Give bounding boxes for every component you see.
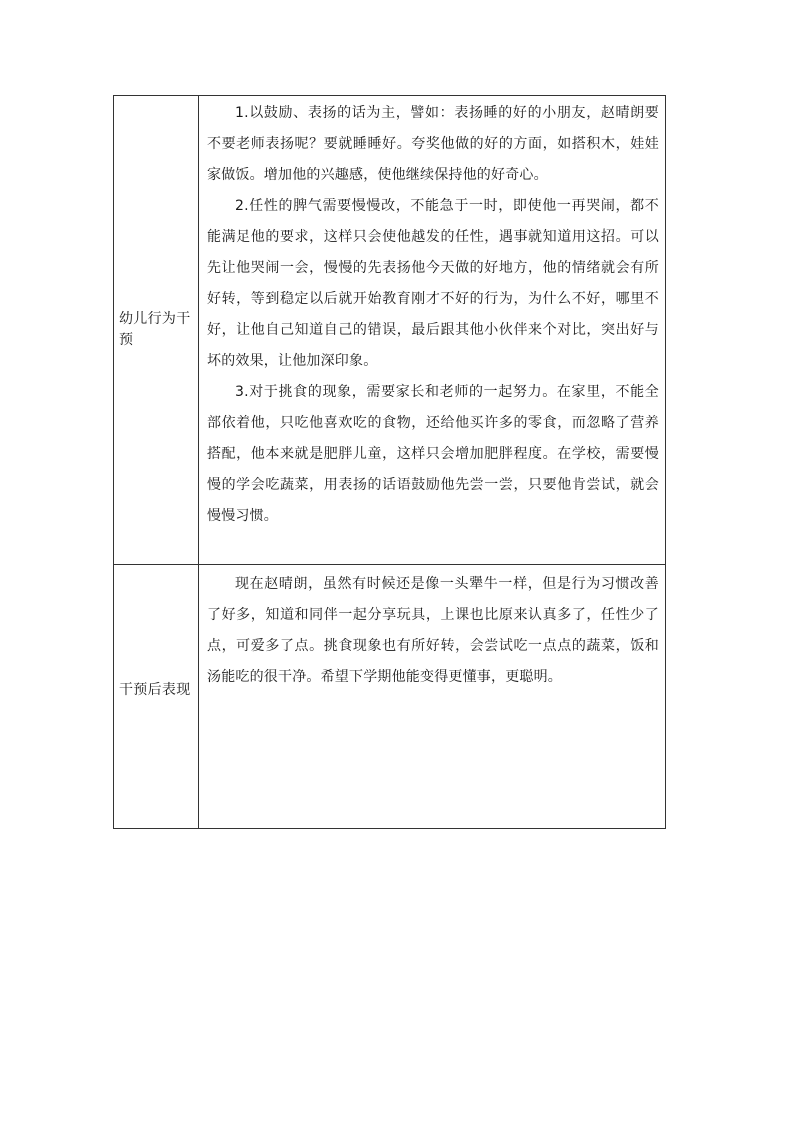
result-paragraph: 现在赵晴朗，虽然有时候还是像一头犟牛一样，但是行为习惯改善了好多，知道和同伴一起分享玩具，上课也比原来认真多了，任性少了点，可爱多了点。挑食现象也有所好转，会尝试吃一点点的蔬菜，饭和汤能吃的很干净。希望下学期他能变得更懂事，更聪明。: [207, 576, 659, 685]
label-cell-result: [114, 565, 199, 829]
intervention-paragraph-3: 3.对于挑食的现象，需要家长和老师的一起努力。在家里，不能全部依着他，只吃他喜欢吃的食物，还给他买许多的零食，而忽略了营养搭配，他本来就是肥胖儿童，这样只会增加肥胖程度。在学校，需要慢慢的学会吃蔬菜，用表扬的话语鼓励他先尝一尝，只要他肯尝试，就会慢慢习惯。: [207, 384, 659, 524]
table-row-intervention: [114, 96, 666, 565]
intervention-paragraph-1: 1.以鼓励、表扬的话为主，譬如：表扬睡的好的小朋友，赵晴朗要不要老师表扬呢？要就睡睡好。夸奖他做的好的方面，如搭积木，娃娃家做饭。增加他的兴趣感，使他继续保持他的好奇心。: [207, 105, 659, 183]
row-label-intervention: 幼儿行为干预: [119, 311, 191, 348]
table-row-result: [114, 565, 666, 829]
row-label-result: 干预后表现: [119, 682, 191, 698]
content-cell-intervention: [199, 96, 666, 565]
label-cell-intervention: [114, 96, 199, 565]
content-cell-result: [199, 565, 666, 829]
record-table: [113, 95, 666, 829]
intervention-paragraph-2: 2.任性的脾气需要慢慢改，不能急于一时，即使他一再哭闹，都不能满足他的要求，这样只会使他越发的任性，遇事就知道用这招。可以先让他哭闹一会，慢慢的先表扬他今天做的好地方，他的情绪就会有所好转，等到稳定以后就开始教育刚才不好的行为，为什么不好，哪里不好，让他自己知道自己的错误，最后跟其他小伙伴来个对比，突出好与坏的效果，让他加深印象。: [207, 198, 659, 369]
